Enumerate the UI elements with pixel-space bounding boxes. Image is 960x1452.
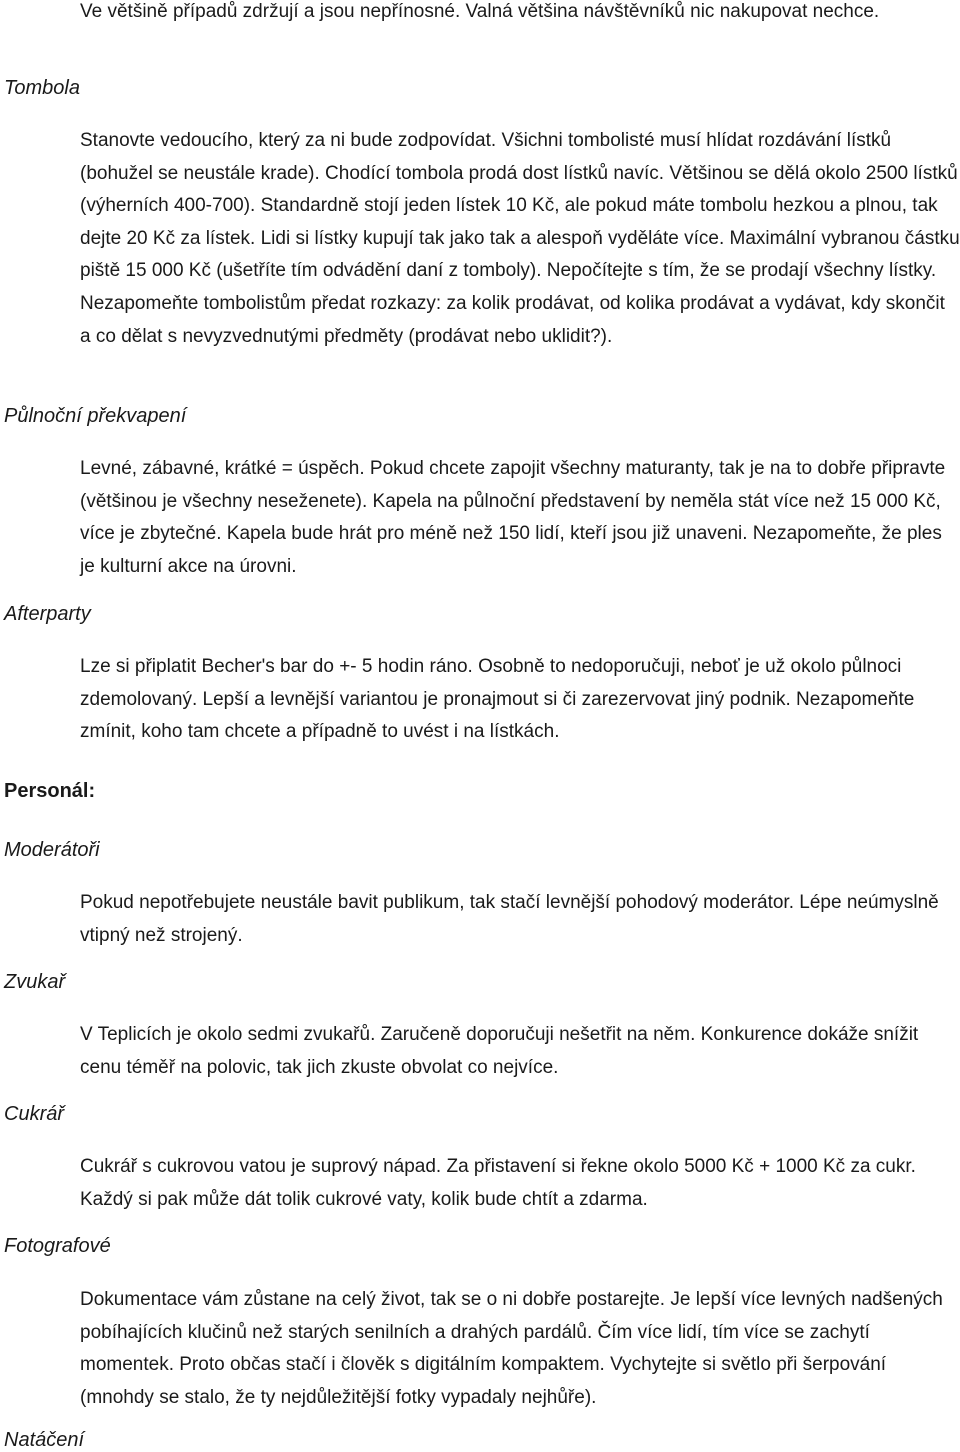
subheading-cukrar: Cukrář — [4, 1103, 65, 1125]
paragraph-zvukar: V Teplicích je okolo sedmi zvukařů. Zaručeně doporučuji nešetřit na něm. Konkurence dokáže snížit cenu téměř na polovic, tak jich zkuste obvolat co nejvíce. — [80, 1024, 919, 1078]
subheading-afterparty: Afterparty — [4, 603, 91, 625]
paragraph-pulnocni-prekvapeni: Levné, zábavné, krátké = úspěch. Pokud chcete zapojit všechny maturanty, tak je na to dobře připravte (většinou je všechny neseženete). Kapela na půlnoční představení by neměla stát více než 15 000 Kč, více je zbytečné. Kapela bude hrát pro méně než 150 lidí, kteří jsou již unaveni. Nezapomeňte, že ples je kulturní akce na úrovni. — [80, 458, 946, 577]
paragraph-moderatori: Pokud nepotřebujete neustále bavit publikum, tak stačí levnější pohodový moderátor. Lépe neúmyslně vtipný než strojený. — [80, 892, 939, 946]
paragraph-afterparty: Lze si připlatit Becher's bar do +- 5 hodin ráno. Osobně to nedoporučuji, neboť je už okolo půlnoci zdemolovaný. Lepší a levnější variantou je pronajmout si či zarezervovat jiný podnik. Nezapomeňte zmínit, koho tam chcete a případně to uvést i na lístkách. — [80, 656, 915, 743]
paragraph-fotografove: Dokumentace vám zůstane na celý život, tak se o ni dobře postarejte. Je lepší více levných nadšených pobíhajících klučinů než starých senilních a drahých pardálů. Čím více lidí, tím více se zachytí momentek. Proto občas stačí i člověk s digitálním kompaktem. Vychytejte si světlo při šerpování (mnohdy se stalo, že ty nejdůležitější fotky vypadaly nejhůře). — [80, 1289, 943, 1408]
paragraph-tombola: Stanovte vedoucího, který za ni bude zodpovídat. Všichni tombolisté musí hlídat rozdávání lístků (bohužel se neustále krade). Chodící tombola prodá dost lístků navíc. Většinou se dělá okolo 2500 lístků (výherních 400-700). Standardně stojí jeden lístek 10 Kč, ale pokud máte tombolu hezkou a plnou, tak dejte 20 Kč za lístek. Lidi si lístky kupují tak jako tak a alespoň vyděláte více. Maximální vybranou částku piště 15 000 Kč (ušetříte tím odvádění daní z tomboly). Nepočítejte s tím, že se prodají všechny lístky. Nezapomeňte tombolistům předat rozkazy: za kolik prodávat, od kolika prodávat a vydávat, kdy skončit a co dělat s nevyzvednutými předměty (prodávat nebo uklidit?). — [80, 130, 960, 347]
subheading-nataceni: Natáčení — [4, 1429, 85, 1451]
paragraph-intro: Ve většině případů zdržují a jsou nepřínosné. Valná většina návštěvníků nic nakupovat nechce. — [80, 1, 880, 22]
subheading-moderatori: Moderátoři — [4, 839, 100, 861]
paragraph-cukrar: Cukrář s cukrovou vatou je suprový nápad. Za přistavení si řekne okolo 5000 Kč + 1000 Kč za cukr. Každý si pak může dát tolik cukrové vaty, kolik bude chtít a zdarma. — [80, 1156, 916, 1210]
subheading-zvukar: Zvukař — [4, 971, 66, 993]
section-heading-personal: Personál: — [4, 780, 96, 802]
subheading-fotografove: Fotografové — [4, 1235, 111, 1257]
subheading-pulnocni-prekvapeni: Půlnoční překvapení — [4, 405, 187, 427]
subheading-tombola: Tombola — [4, 77, 80, 99]
